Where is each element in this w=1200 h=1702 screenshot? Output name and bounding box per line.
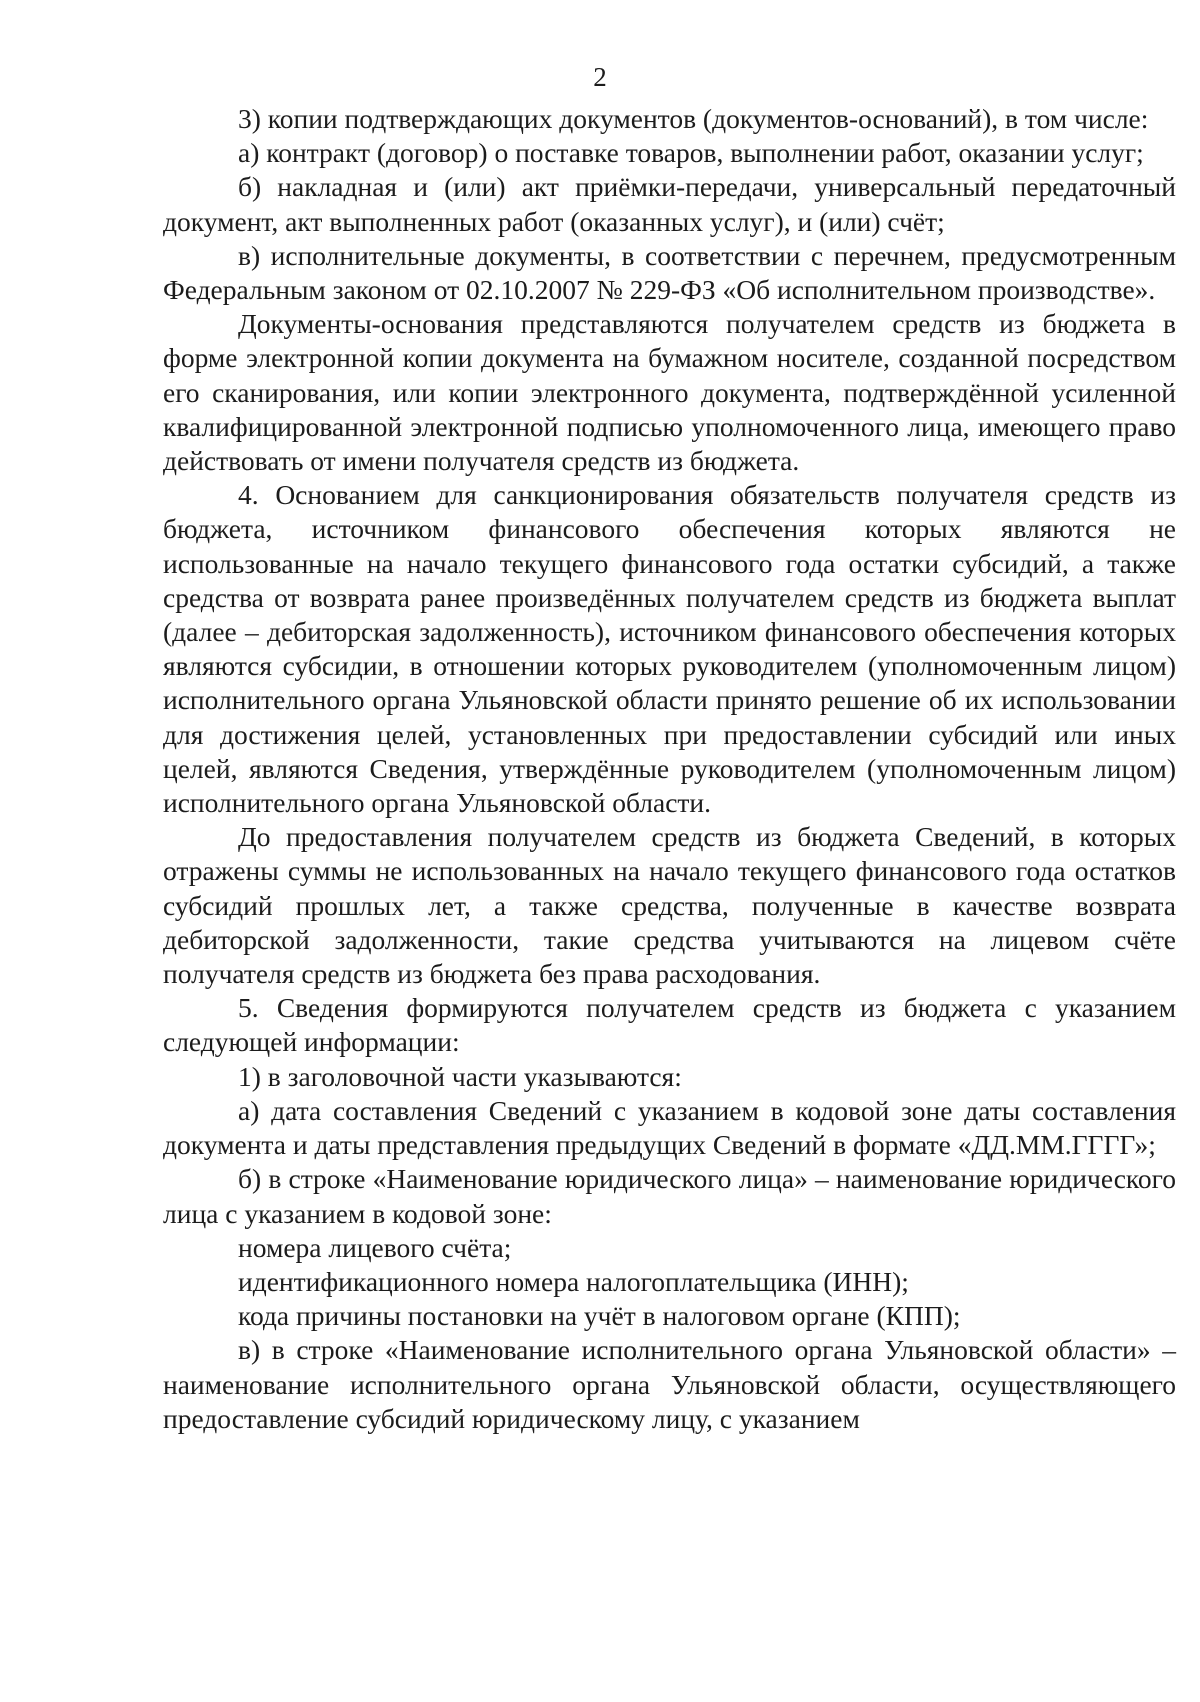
paragraph-account-number: номера лицевого счёта; <box>238 1231 512 1263</box>
document-body <box>163 102 1176 1436</box>
paragraph-section-5: 5. Сведения формируются получателем средств из бюджета с указанием следующей информации: <box>163 992 1176 1058</box>
paragraph-subitem-b-invoice: б) накладная и (или) акт приёмки-передачи, универсальный передаточный документ, акт выполненных работ (оказанных услуг), и (или) счёт; <box>163 171 1176 237</box>
paragraph-before-provision: До предоставления получателем средств из бюджета Сведений, в которых отражены суммы не использованных на начало текущего финансового года остатков субсидий прошлых лет, а также средства, полученные в качестве возврата дебиторской задолженности, такие средства учитываются на лицевом счёте получателя средств из бюджета без права расходования. <box>163 821 1176 990</box>
paragraph-basis-documents: Документы-основания представляются получателем средств из бюджета в форме электронной копии документа на бумажном носителе, созданной посредством его сканирования, или копии электронного документа, подтверждённой усиленной квалифицированной электронной подписью уполномоченного лица, имеющего право действовать от имени получателя средств из бюджета. <box>163 308 1176 477</box>
paragraph-subitem-v-writs: в) исполнительные документы, в соответствии с перечнем, предусмотренным Федеральным законом от 02.10.2007 № 229-ФЗ «Об исполнительном производстве». <box>163 239 1176 306</box>
paragraph-inn: идентификационного номера налогоплательщика (ИНН); <box>238 1265 909 1297</box>
paragraph-subitem-b-legal-entity: б) в строке «Наименование юридического лица» – наименование юридического лица с указанием в кодовой зоне: <box>163 1163 1176 1229</box>
paragraph-header-part: 1) в заголовочной части указываются: <box>238 1060 682 1092</box>
paragraph-kpp: кода причины постановки на учёт в налоговом органе (КПП); <box>238 1300 961 1332</box>
paragraph-item-3-copies: 3) копии подтверждающих документов (документов-оснований), в том числе: <box>238 103 1149 134</box>
paragraph-subitem-a-contract: а) контракт (договор) о поставке товаров, выполнении работ, оказании услуг; <box>238 137 1144 169</box>
page-number: 2 <box>593 62 607 92</box>
paragraph-section-4: 4. Основанием для санкционирования обязательств получателя средств из бюджета, источником финансового обеспечения которых являются не использованные на начало текущего финансового года остатки субсидий, а также средства от возврата ранее произведённых получателем средств из бюджета выплат (далее – дебиторская задолженность), источником финансового обеспечения которых являются субсидии, в отношении которых руководителем (уполномоченным лицом) исполнительного органа Ульяновской области принято решение об их использовании для достижения целей, установленных при предоставлении субсидий или иных целей, являются Сведения, утверждённые руководителем (уполномоченным лицом) исполнительного органа Ульяновской области. <box>163 479 1176 819</box>
paragraph-subitem-v-executive-body: в) в строке «Наименование исполнительного органа Ульяновской области» – наименование исполнительного органа Ульяновской области, осуществляющего предоставление субсидий юридическому лицу, с указанием <box>163 1334 1176 1434</box>
paragraph-subitem-a-date: а) дата составления Сведений с указанием в кодовой зоне даты составления документа и даты представления предыдущих Сведений в формате «ДД.ММ.ГГГГ»; <box>163 1094 1176 1161</box>
